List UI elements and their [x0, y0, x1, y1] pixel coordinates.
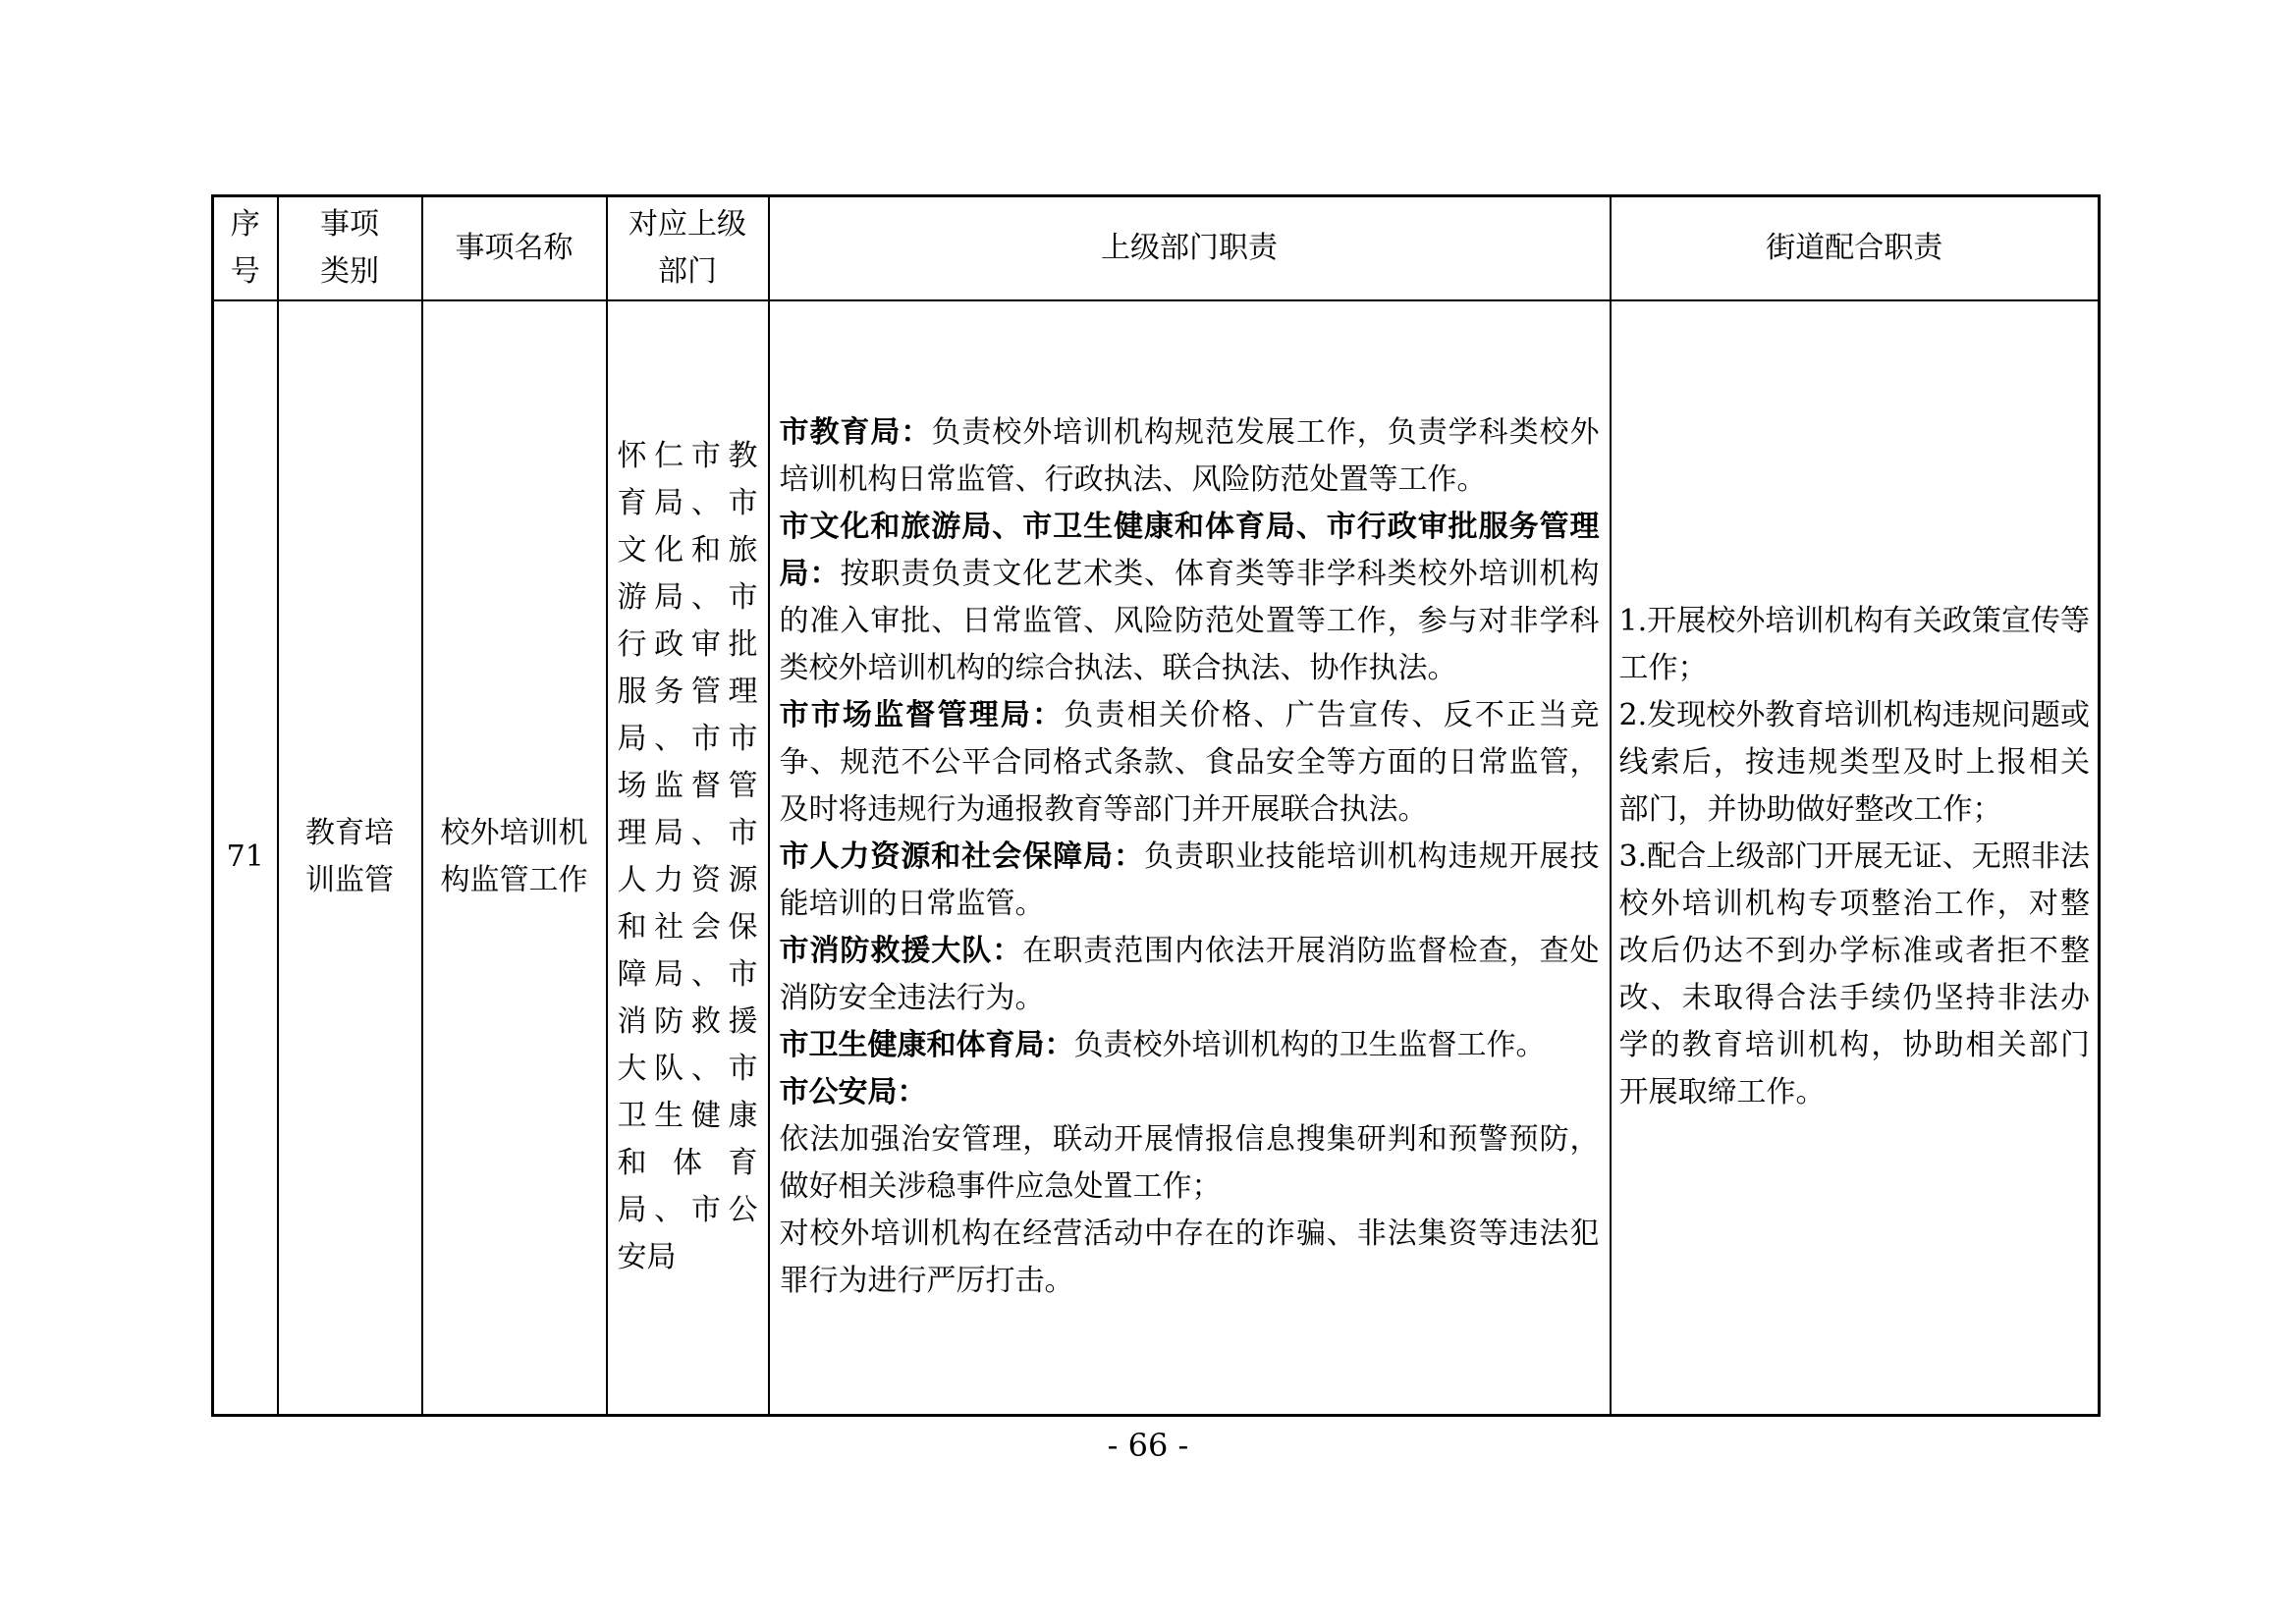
- header-dept: 对应上级部门: [607, 196, 769, 300]
- cell-upper-responsibility: [769, 300, 1611, 1416]
- upper-responsibility-paragraph: [780, 504, 1600, 692]
- department-name: 市卫生健康和体育局：: [779, 1028, 1074, 1063]
- department-name: 市教育局：: [779, 415, 932, 451]
- upper-responsibility-paragraph: [780, 409, 1600, 504]
- upper-responsibility-paragraph: [780, 928, 1600, 1022]
- department-name: 市公安局：: [779, 1075, 927, 1110]
- street-responsibility-item: 2.发现校外教育培训机构违规问题或线索后，按违规类型及时上报相关部门，并协助做好整改工作；: [1618, 698, 2090, 828]
- department-duty-text: 依法加强治安管理，联动开展情报信息搜集研判和预警预防，做好相关涉稳事件应急处置工作；: [779, 1122, 1600, 1205]
- department-duty-text: 负责校外培训机构规范发展工作，负责学科类校外培训机构日常监管、行政执法、风险防范处置等工作。: [779, 415, 1600, 498]
- department-name: 市消防救援大队：: [779, 934, 1023, 969]
- department-name: 市文化和旅游局、市卫生健康和体育局、市行政审批服务管理局：: [779, 510, 1600, 592]
- page-number: - 66 -: [1107, 1427, 1189, 1464]
- upper-responsibility-paragraph: [780, 1116, 1600, 1211]
- department-duty-text: 负责职业技能培训机构违规开展技能培训的日常监管。: [779, 839, 1600, 922]
- table-header-row: [213, 196, 2100, 300]
- department-name: 市人力资源和社会保障局：: [779, 839, 1145, 875]
- header-name: 事项名称: [422, 196, 607, 300]
- header-seq: 序号: [213, 196, 278, 300]
- upper-responsibility-paragraph: [780, 834, 1600, 928]
- duty-table: [211, 194, 2101, 1417]
- upper-responsibility-paragraph: [780, 1069, 1600, 1116]
- department-duty-text: 负责相关价格、广告宣传、反不正当竞争、规范不公平合同格式条款、食品安全等方面的日常监管，及时将违规行为通报教育等部门并开展联合执法。: [779, 698, 1600, 828]
- cell-seq: 71: [213, 300, 278, 1416]
- header-category: 事项类别: [278, 196, 422, 300]
- department-duty-text: 对校外培训机构在经营活动中存在的诈骗、非法集资等违法犯罪行为进行严厉打击。: [779, 1217, 1600, 1299]
- street-responsibility-item: 1.开展校外培训机构有关政策宣传等工作；: [1618, 604, 2090, 686]
- dept-text: 怀仁市教育局、市文化和旅游局、市行政审批服务管理局、市市场监督管理局、市人力资源和社会保障局、市消防救援大队、市卫生健康和体育局、市公安局: [617, 439, 758, 1275]
- upper-responsibility-paragraph: [780, 692, 1600, 834]
- department-name: 市市场监督管理局：: [779, 698, 1065, 733]
- table-row: [213, 300, 2100, 1416]
- cell-name: 校外培训机构监管工作: [422, 300, 607, 1416]
- upper-responsibility-paragraph: [780, 1022, 1600, 1069]
- cell-dept: [607, 300, 769, 1416]
- department-duty-text: 按职责负责文化艺术类、体育类等非学科类校外培训机构的准入审批、日常监管、风险防范处置等工作，参与对非学科类校外培训机构的综合执法、联合执法、协作执法。: [779, 557, 1600, 686]
- header-street: 街道配合职责: [1611, 196, 2100, 300]
- street-responsibility-item: 3.配合上级部门开展无证、无照非法校外培训机构专项整治工作，对整改后仍达不到办学标准或者拒不整改、未取得合法手续仍坚持非法办学的教育培训机构，协助相关部门开展取缔工作。: [1618, 839, 2090, 1110]
- cell-category: 教育培训监管: [278, 300, 422, 1416]
- department-duty-text: 负责校外培训机构的卫生监督工作。: [1073, 1028, 1546, 1063]
- upper-responsibility-paragraph: [780, 1211, 1600, 1305]
- department-duty-text: 在职责范围内依法开展消防监督检查，查处消防安全违法行为。: [779, 934, 1600, 1016]
- header-upper: 上级部门职责: [769, 196, 1611, 300]
- cell-street-responsibility: [1611, 300, 2100, 1416]
